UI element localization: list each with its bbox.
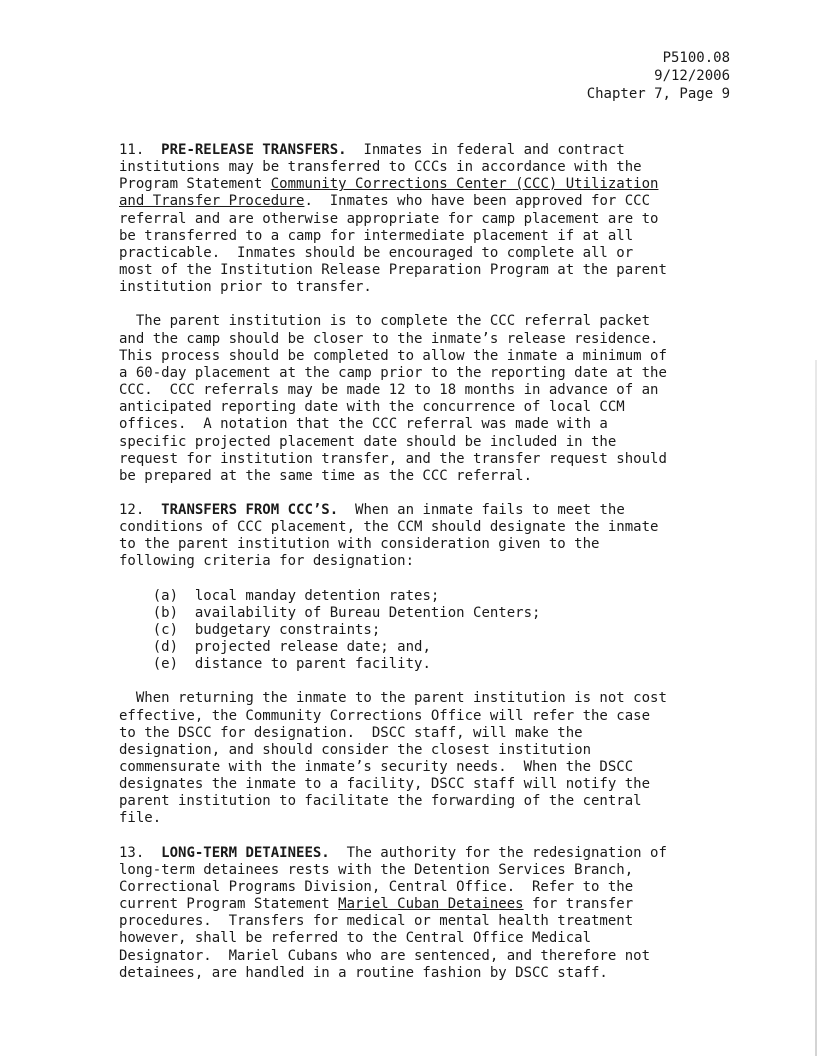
- paragraph-line: commensurate with the inmate’s security needs. When the DSCC: [119, 759, 634, 775]
- section-11-line: institution prior to transfer.: [119, 279, 372, 296]
- document-body: [119, 142, 719, 982]
- paragraph-line: parent institution to facilitate the forwarding of the central: [119, 793, 642, 810]
- criteria-item: [119, 639, 719, 656]
- section-13-line: however, shall be referred to the Central Office Medical: [119, 930, 592, 947]
- program-statement-ref: Mariel Cuban Detainees: [338, 896, 524, 913]
- criteria-item: [119, 622, 719, 639]
- designation-criteria-list: [119, 588, 719, 674]
- criteria-text: (e) distance to parent facility.: [152, 656, 431, 673]
- program-statement-ref: and Transfer Procedure: [119, 193, 305, 210]
- paragraph-line: This process should be completed to allow the inmate a minimum of: [119, 347, 667, 364]
- section-number: 11.: [119, 142, 145, 158]
- criteria-text: (b) availability of Bureau Detention Centers;: [152, 604, 541, 621]
- paragraph-gap: [119, 296, 719, 313]
- section-11-line: practicable. Inmates should be encouraged to complete all or: [119, 244, 634, 261]
- section-12: [119, 502, 719, 673]
- section-title: PRE-RELEASE TRANSFERS.: [161, 142, 347, 158]
- paragraph-line: effective, the Community Corrections Office will refer the case: [119, 707, 651, 724]
- paragraph-line: a 60-day placement at the camp prior to the reporting date at the: [119, 364, 667, 381]
- text-span: current Program Statement: [119, 896, 339, 913]
- paragraph-gap: [119, 828, 719, 845]
- section-13: [119, 845, 719, 982]
- section-11-line: [119, 142, 719, 159]
- section-title: TRANSFERS FROM CCC’S.: [161, 501, 339, 518]
- criteria-item: [119, 656, 719, 673]
- section-13-line: Designator. Mariel Cubans who are sentenced, and therefore not: [119, 947, 651, 964]
- paragraph-line: CCC. CCC referrals may be made 12 to 18 months in advance of an: [119, 382, 659, 399]
- paragraph-gap: [119, 571, 719, 588]
- criteria-text: (d) projected release date; and,: [152, 639, 431, 656]
- criteria-item: [119, 605, 719, 622]
- section-12-line: conditions of CCC placement, the CCM should designate the inmate: [119, 519, 659, 536]
- section-13-line: Correctional Programs Division, Central Office. Refer to the: [119, 878, 634, 895]
- paragraph-line: to the DSCC for designation. DSCC staff, will make the: [119, 724, 583, 741]
- paragraph-line: specific projected placement date should be included in the: [119, 433, 617, 450]
- section-11-line: [119, 176, 719, 193]
- paragraph-line: request for institution transfer, and the transfer request should: [119, 450, 667, 467]
- section-title: LONG-TERM DETAINEES.: [161, 844, 330, 861]
- paragraph-line: anticipated reporting date with the concurrence of local CCM: [119, 399, 625, 416]
- section-11-line: be transferred to a camp for intermediate placement if at all: [119, 227, 634, 244]
- section-13-line: detainees, are handled in a routine fashion by DSCC staff.: [119, 964, 608, 981]
- section-13-line: [119, 845, 719, 862]
- doc-number: P5100.08: [662, 50, 730, 66]
- text-span: for transfer: [523, 896, 634, 913]
- paragraph-line: and the camp should be closer to the inmate’s release residence.: [119, 330, 659, 347]
- section-number: 12.: [119, 501, 145, 518]
- paragraph-line: designates the inmate to a facility, DSCC staff will notify the: [119, 776, 651, 793]
- text-span: Program Statement: [119, 176, 271, 193]
- paragraph-line: offices. A notation that the CCC referral was made with a: [119, 416, 608, 433]
- section-12-line: to the parent institution with consideration given to the: [119, 536, 600, 553]
- paragraph-line: file.: [119, 810, 162, 827]
- doc-date: 9/12/2006: [654, 68, 730, 84]
- criteria-text: (a) local manday detention rates;: [152, 587, 440, 604]
- section-11-paragraph-2: [119, 313, 719, 485]
- section-number: 13.: [119, 844, 145, 861]
- program-statement-ref: Community Corrections Center (CCC) Utilization: [270, 176, 659, 193]
- section-11-line: most of the Institution Release Preparation Program at the parent: [119, 262, 667, 279]
- section-12-line: [119, 502, 719, 519]
- section-11-line: institutions may be transferred to CCCs in accordance with the: [119, 159, 642, 176]
- section-12-paragraph-2: [119, 690, 719, 827]
- section-13-line: [119, 896, 719, 913]
- text-span: The authority for the redesignation of: [346, 844, 667, 861]
- paragraph-line: designation, and should consider the closest institution: [119, 741, 592, 758]
- paragraph-gap: [119, 673, 719, 690]
- paragraph-gap: [119, 485, 719, 502]
- text-span: Inmates in federal and contract: [363, 142, 625, 158]
- section-11: [119, 142, 719, 296]
- paragraph-line: When returning the inmate to the parent institution is not cost: [119, 690, 667, 707]
- section-11-line: referral and are otherwise appropriate for camp placement are to: [119, 210, 659, 227]
- text-span: When an inmate fails to meet the: [355, 501, 625, 518]
- section-11-line: [119, 193, 719, 210]
- page-header: [587, 49, 730, 103]
- section-12-line: following criteria for designation:: [119, 553, 415, 570]
- section-13-line: long-term detainees rests with the Detention Services Branch,: [119, 861, 634, 878]
- section-13-line: procedures. Transfers for medical or mental health treatment: [119, 913, 634, 930]
- criteria-text: (c) budgetary constraints;: [152, 621, 381, 638]
- chapter-page-ref: Chapter 7, Page 9: [586, 86, 730, 102]
- paragraph-line: The parent institution is to complete the CCC referral packet: [119, 313, 651, 330]
- criteria-item: [119, 588, 719, 605]
- text-span: . Inmates who have been approved for CCC: [304, 193, 651, 210]
- paragraph-line: be prepared at the same time as the CCC referral.: [119, 467, 533, 484]
